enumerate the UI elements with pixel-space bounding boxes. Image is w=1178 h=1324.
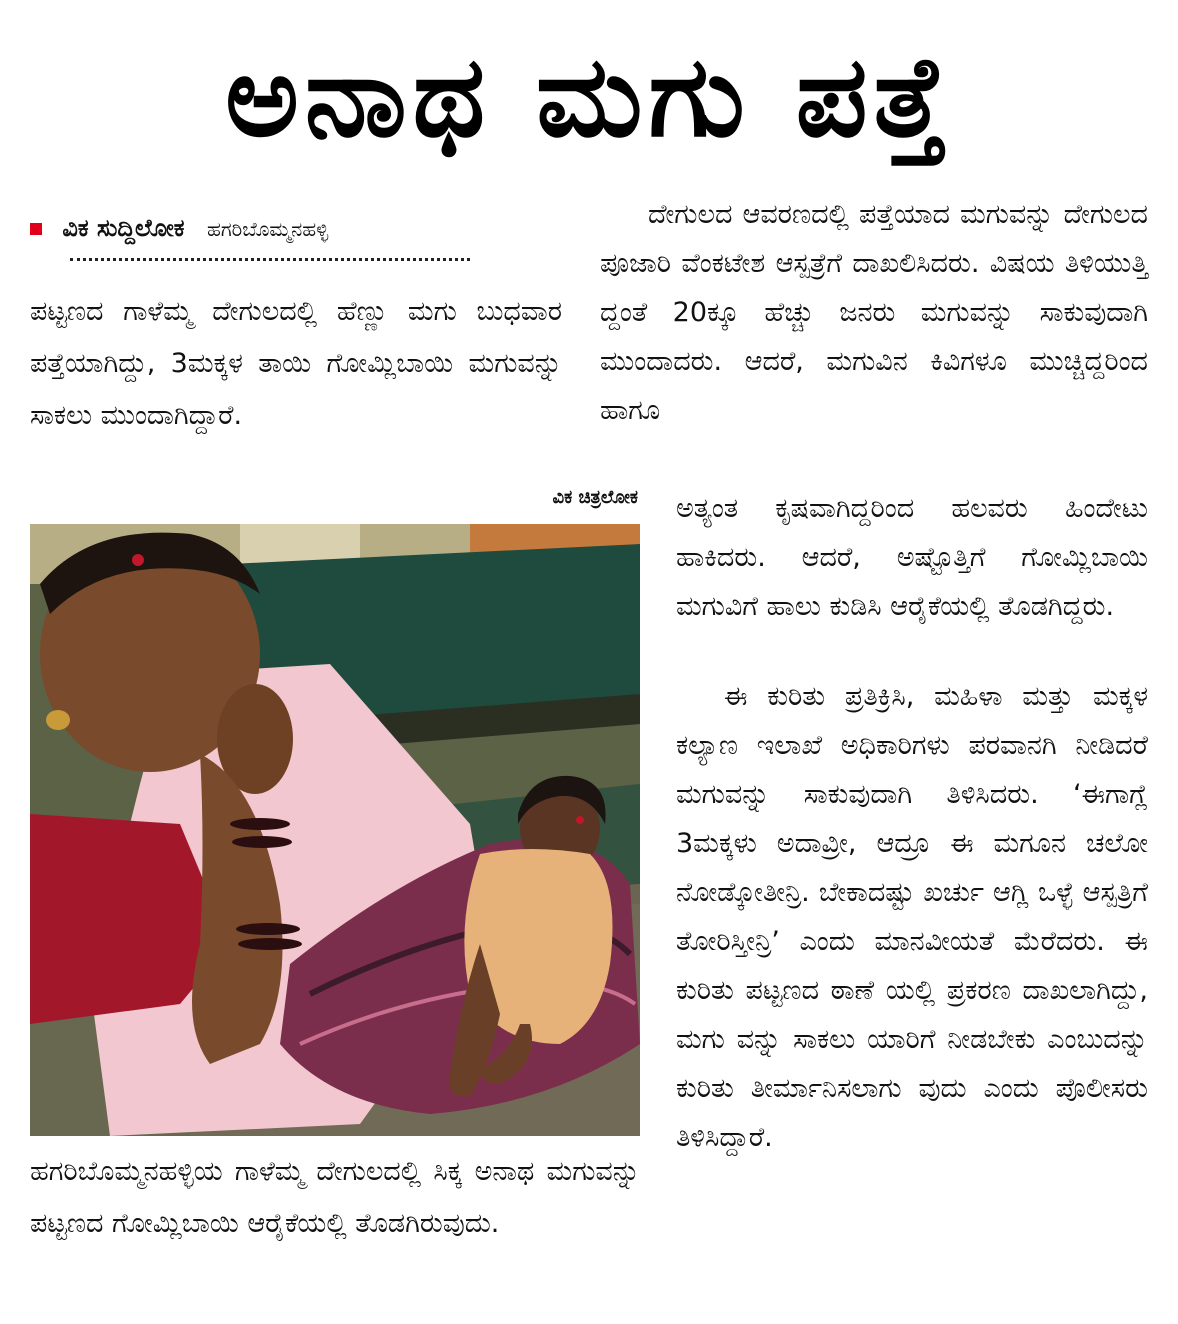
- bullet-icon: [30, 223, 42, 235]
- byline: [30, 208, 470, 248]
- caption-text: ಹಗರಿಬೊಮ್ಮನಹಳ್ಳಿಯ ಗಾಳೆಮ್ಮ ದೇಗುಲದಲ್ಲಿ ಸಿಕ್ಕ ಅನಾಥ ಮಗುವನ್ನು ಪಟ್ಟಣದ ಗೋಮ್ಲಿಬಾಯಿ ಆರೈಕೆಯಲ್ಲಿ ತೊಡಗಿರುವುದು.: [30, 1156, 640, 1239]
- dotted-divider: [70, 258, 470, 261]
- photo-illustration: [30, 524, 640, 1136]
- headline: ಅನಾಥ ಮಗು ಪತ್ತೆ: [225, 32, 953, 162]
- photo-credit: ವಿಕ ಚಿತ್ರಲೋಕ: [552, 487, 638, 508]
- body-paragraph-1-continued: ಅತ್ಯಂತ ಕೃಷವಾಗಿದ್ದರಿಂದ ಹಲವರು ಹಿಂದೇಟು ಹಾಕಿದರು. ಆದರೆ, ಅಷ್ಟೊತ್ತಿಗೆ ಗೋಮ್ಲಿಬಾಯಿ ಮಗುವಿಗೆ ಹಾಲು ಕುಡಿಸಿ ಆರೈಕೆಯಲ್ಲಿ ತೊಡಗಿದ್ದರು.: [676, 493, 1148, 622]
- news-photo: [30, 524, 640, 1136]
- body-paragraph-2: ಈ ಕುರಿತು ಪ್ರತಿಕ್ರಿಸಿ, ಮಹಿಳಾ ಮತ್ತು ಮಕ್ಕಳ ಕಲ್ಯಾಣ ಇಲಾಖೆ ಅಧಿಕಾರಿಗಳು ಪರವಾನಗಿ ನೀಡಿದರೆ ಮಗುವನ್ನು ಸಾಕುವುದಾಗಿ ತಿಳಿಸಿದರು. ‘ಈಗಾಗ್ಲೆ 3ಮಕ್ಕಳು ಅದಾವ್ರೀ, ಆದ್ರೂ ಈ ಮಗೂನ ಚಲೋ ನೋಡ್ಕೋತೀನ್ರಿ. ಬೇಕಾದಷ್ಟು ಖರ್ಚು ಆಗ್ಲಿ ಒಳ್ಳೆ ಆಸ್ಪತ್ರಿಗೆ ತೋರಿಸ್ತೀನ್ರಿ’ ಎಂದು ಮಾನವೀಯತೆ ಮೆರೆದರು. ಈ ಕುರಿತು ಪಟ್ಟಣದ ಠಾಣೆ ಯಲ್ಲಿ ಪ್ರಕರಣ ದಾಖಲಾಗಿದ್ದು, ಮಗು ವನ್ನು ಸಾಕಲು ಯಾರಿಗೆ ನೀಡಬೇಕು ಎಂಬುದನ್ನು ಕುರಿತು ತೀರ್ಮಾನಿಸಲಾಗು ವುದು ಎಂದು ಪೊಲೀಸರು ತಿಳಿಸಿದ್ದಾರೆ.: [676, 681, 1148, 1153]
- byline-source: ವಿಕ ಸುದ್ದಿಲೋಕ: [62, 214, 185, 242]
- body-paragraph-1: ದೇಗುಲದ ಆವರಣದಲ್ಲಿ ಪತ್ತೆಯಾದ ಮಗುವನ್ನು ದೇಗುಲದ ಪೂಜಾರಿ ವೆಂಕಟೇಶ ಆಸ್ಪತ್ರೆಗೆ ದಾಖಲಿಸಿದರು. ವಿಷಯ ತಿಳಿಯುತ್ತಿ ದ್ದಂತೆ 20ಕ್ಕೂ ಹೆಚ್ಚು ಜನರು ಮಗುವನ್ನು ಸಾಕುವುದಾಗಿ ಮುಂದಾದರು. ಆದರೆ, ಮಗುವಿನ ಕಿವಿಗಳೂ ಮುಚ್ಚಿದ್ದರಿಂದ ಹಾಗೂ: [600, 199, 1148, 426]
- lede-text: ಪಟ್ಟಣದ ಗಾಳೆಮ್ಮ ದೇಗುಲದಲ್ಲಿ ಹೆಣ್ಣು ಮಗು ಬುಧವಾರ ಪತ್ತೆಯಾಗಿದ್ದು, 3ಮಕ್ಕಳ ತಾಯಿ ಗೋಮ್ಲಿಬಾಯಿ ಮಗುವನ್ನು ಸಾಕಲು ಮುಂದಾಗಿದ್ದಾರೆ.: [30, 296, 562, 431]
- photo-caption: [30, 1146, 640, 1250]
- article-body: [600, 190, 1148, 1153]
- lede-paragraph: [30, 286, 562, 442]
- byline-place: ಹಗರಿಬೊಮ್ಮನಹಳ್ಳಿ: [206, 217, 329, 241]
